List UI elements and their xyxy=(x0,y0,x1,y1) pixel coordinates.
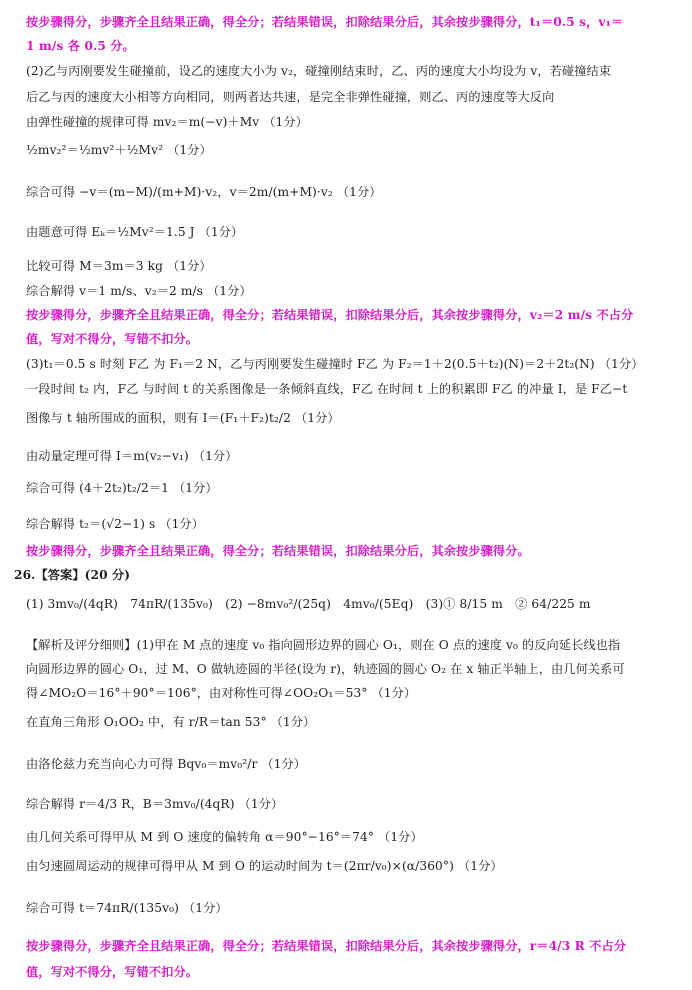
solution-line: (3)t₁＝0.5 s 时刻 F乙 为 F₁＝2 N，乙与丙刚要发生碰撞时 F乙 为 F₂＝1＋2(0.5＋t₂)(N)＝2＋2t₂(N) （1分） xyxy=(26,357,644,371)
formula-line: 综合可得 t＝74πR/(135v₀) （1分） xyxy=(26,901,228,915)
analysis-line: 得∠MO₂O＝16°＋90°＝106°，由对称性可得∠OO₂O₁＝53° （1分） xyxy=(26,686,417,700)
solution-line: 由弹性碰撞的规律可得 mv₂＝m(−v)＋Mv （1分） xyxy=(26,115,308,129)
solution-line: 一段时间 t₂ 内，F乙 与时间 t 的关系图像是一条倾斜直线，F乙 在时间 t 上的积累即 F乙 的冲量 I，是 F乙−t xyxy=(26,382,628,396)
scoring-note-line: 按步骤得分，步骤齐全且结果正确，得全分；若结果错误，扣除结果分后，其余按步骤得分，r＝4/3 R 不占分 xyxy=(26,939,627,953)
scoring-note-line: 按步骤得分，步骤齐全且结果正确，得全分；若结果错误，扣除结果分后，其余按步骤得分，v₂＝2 m/s 不占分 xyxy=(26,308,634,322)
scoring-note-line: 按步骤得分，步骤齐全且结果正确，得全分；若结果错误，扣除结果分后，其余按步骤得分。 xyxy=(26,544,530,558)
formula-line: 综合可得 −v＝(m−M)/(m+M)·v₂，v＝2m/(m+M)·v₂ （1分） xyxy=(26,185,382,199)
formula-line: 由匀速圆周运动的规律可得甲从 M 到 O 的运动时间为 t＝(2πr/v₀)×(α/360°) （1分） xyxy=(26,859,503,873)
solution-line: 综合解得 t₂＝(√2−1) s （1分） xyxy=(26,517,205,531)
formula-line: 由洛伦兹力充当向心力可得 Bqv₀＝mv₀²/r （1分） xyxy=(26,757,307,771)
formula-line: 综合可得 (4＋2t₂)t₂/2＝1 （1分） xyxy=(26,481,218,495)
formula-line: ½mv₂²＝½mv²＋½Mv² （1分） xyxy=(26,143,212,157)
scoring-note-line: 值，写对不得分，写错不扣分。 xyxy=(26,332,199,346)
analysis-line: 【解析及评分细则】(1)甲在 M 点的速度 v₀ 指向圆形边界的圆心 O₁，则在 O 点的速度 v₀ 的反向延长线也指 xyxy=(26,638,621,652)
formula-line: 图像与 t 轴所围成的面积，则有 I＝(F₁＋F₂)t₂/2 （1分） xyxy=(26,411,340,425)
formula-line: 在直角三角形 O₁OO₂ 中，有 r/R＝tan 53° （1分） xyxy=(26,715,316,729)
solution-line: 由几何关系可得甲从 M 到 O 速度的偏转角 α＝90°−16°＝74° （1分） xyxy=(26,830,423,844)
question-number-heading: 26.【答案】(20 分) xyxy=(14,568,131,582)
analysis-line: 向圆形边界的圆心 O₁，过 M、O 做轨迹圆的半径(设为 r)，轨迹圆的圆心 O₂ 在 x 轴正半轴上，由几何关系可 xyxy=(26,662,625,676)
solution-line: 后乙与丙的速度大小相等方向相同，则两者达共速，是完全非弹性碰撞，则乙、丙的速度等大反向 xyxy=(26,90,555,104)
scoring-note-line: 按步骤得分，步骤齐全且结果正确，得全分；若结果错误，扣除结果分后，其余按步骤得分，t₁＝0.5 s，v₁＝ xyxy=(26,15,624,29)
solution-line: 由动量定理可得 I＝m(v₂−v₁) （1分） xyxy=(26,449,238,463)
solution-line: 综合解得 v＝1 m/s、v₂＝2 m/s （1分） xyxy=(26,284,252,298)
solution-line: (2)乙与丙刚要发生碰撞前，设乙的速度大小为 v₂，碰撞刚结束时，乙、丙的速度大小均设为 v，若碰撞结束 xyxy=(26,64,612,78)
scoring-note-line: 值，写对不得分，写错不扣分。 xyxy=(26,965,199,979)
formula-line: 综合解得 r＝4/3 R，B＝3mv₀/(4qR) （1分） xyxy=(26,797,284,811)
answer-line: (1) 3mv₀/(4qR) 74πR/(135v₀) (2) −8mv₀²/(25q) 4mv₀/(5Eq) (3)① 8/15 m ② 64/225 m xyxy=(26,597,591,611)
solution-line: 比较可得 M＝3m＝3 kg （1分） xyxy=(26,259,212,273)
scoring-note-line: 1 m/s 各 0.5 分。 xyxy=(26,39,135,53)
formula-line: 由题意可得 Eₖ＝½Mv²＝1.5 J （1分） xyxy=(26,225,244,239)
